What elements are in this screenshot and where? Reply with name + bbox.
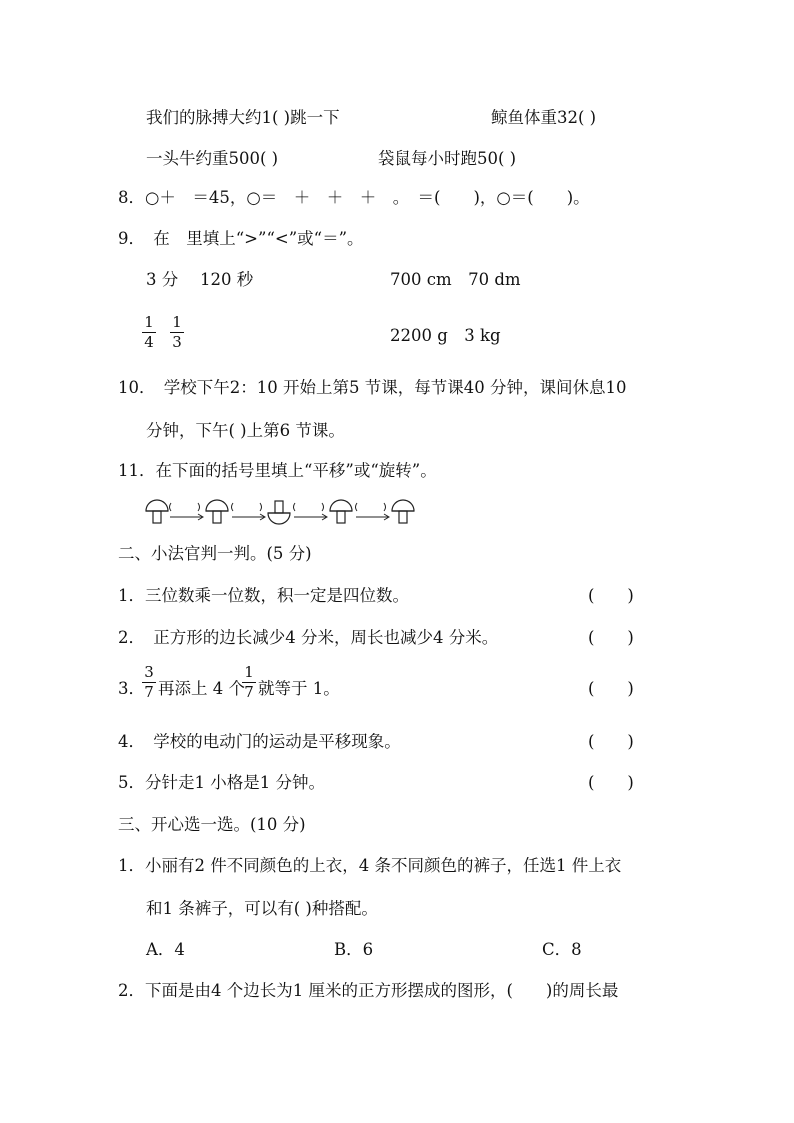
q7-cow: 一头牛约重500( ) (146, 149, 279, 168)
judge-item-4: 4． 学校的电动门的运动是平移现象。 (118, 732, 401, 751)
answer-paren-1: ( ) (588, 586, 634, 605)
q7-pulse: 我们的脉搏大约1( )跳一下 (146, 108, 340, 127)
section2-heading: 二、小法官判一判。(5 分) (118, 544, 312, 563)
judge-item-2: 2． 正方形的边长减少4 分米，周长也减少4 分米。 (118, 628, 499, 647)
fraction-numerator: 1 (244, 663, 254, 681)
answer-paren-4: ( ) (588, 732, 634, 751)
option-b: B．6 (334, 940, 374, 959)
q9-b: 700 cm 70 dm (390, 270, 521, 289)
q11-stem: 11．在下面的括号里填上“平移”或“旋转”。 (118, 461, 437, 480)
q9-a: 3 分 120 秒 (146, 270, 254, 289)
q10-line1: 10． 学校下午2：10 开始上第5 节课，每节课40 分钟，课间休息10 (118, 378, 627, 397)
q8-text: 8．○＋ ＝45，○＝ ＋ ＋ ＋ 。 ＝( )，○＝( )。 (118, 188, 590, 207)
choice-q1-line1: 1．小丽有2 件不同颜色的上衣，4 条不同颜色的裤子，任选1 件上衣 (118, 856, 622, 875)
q9-fraction-1-4 (141, 314, 157, 351)
fraction-numerator: 1 (172, 313, 182, 331)
judge-item-3-mid: 再添上 4 个 (158, 679, 245, 698)
judge-item-3-prefix: 3． (118, 679, 145, 698)
mushroom-icon (206, 500, 228, 523)
fraction-numerator: 1 (144, 313, 154, 331)
q7-whale: 鲸鱼体重32( ) (491, 108, 597, 127)
answer-paren-5: ( ) (588, 773, 634, 792)
option-a: A．4 (146, 940, 185, 959)
fraction-denominator: 7 (244, 683, 254, 701)
q9-fraction-1-3 (169, 314, 185, 351)
fraction-denominator: 3 (172, 333, 182, 351)
judge-item-1: 1．三位数乘一位数，积一定是四位数。 (118, 586, 409, 605)
fraction-3-7 (141, 664, 157, 701)
mushroom-icon (330, 500, 352, 523)
section3-heading: 三、开心选一选。(10 分) (118, 815, 306, 834)
mushroom-rotated-icon (268, 501, 290, 524)
choice-q2-line1: 2．下面是由4 个边长为1 厘米的正方形摆成的图形，( )的周长最 (118, 981, 619, 1000)
choice-q1-line2: 和1 条裤子，可以有( )种搭配。 (146, 899, 378, 918)
q7-kangaroo: 袋鼠每小时跑50( ) (378, 149, 517, 168)
fraction-denominator: 4 (144, 333, 154, 351)
q9-d: 2200 g 3 kg (390, 326, 501, 345)
q11-diagram (140, 493, 420, 531)
mushroom-icon (146, 500, 168, 523)
judge-item-3-suffix: 就等于 1。 (258, 679, 340, 698)
answer-paren-3: ( ) (588, 679, 634, 698)
judge-item-5: 5．分针走1 小格是1 分钟。 (118, 773, 325, 792)
fraction-1-7 (241, 664, 257, 701)
option-c: C．8 (542, 940, 582, 959)
fraction-numerator: 3 (144, 663, 154, 681)
q9-stem: 9． 在 里填上“>”“<”或“＝”。 (118, 229, 364, 248)
arrow-icon (170, 503, 390, 520)
fraction-denominator: 7 (144, 683, 154, 701)
mushroom-icon (392, 500, 414, 523)
q10-line2: 分钟，下午( )上第6 节课。 (146, 421, 345, 440)
answer-paren-2: ( ) (588, 628, 634, 647)
